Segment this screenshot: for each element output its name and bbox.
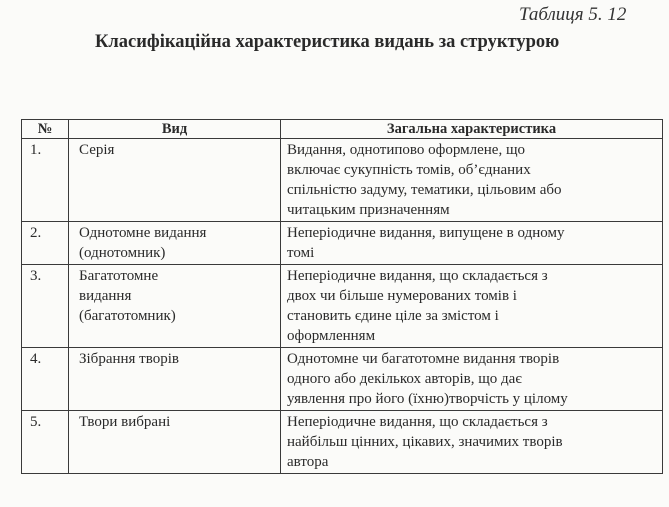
table-header-row: [22, 120, 663, 139]
row-number: 4.: [22, 348, 69, 411]
row-type: [69, 411, 281, 474]
row-description: [281, 222, 663, 265]
row-description-line: автора: [287, 454, 329, 470]
row-number: 5.: [22, 411, 69, 474]
row-type: [69, 265, 281, 348]
row-type: [69, 139, 281, 222]
row-type-line: Твори вибрані: [79, 414, 171, 430]
row-type: [69, 348, 281, 411]
row-type-line: видання: [79, 288, 132, 304]
table-row: [22, 348, 663, 411]
row-description-line: читацьким призначенням: [287, 202, 450, 218]
row-number: 2.: [22, 222, 69, 265]
row-number: 3.: [22, 265, 69, 348]
table-row: [22, 411, 663, 474]
row-description-line: Неперіодичне видання, що складається з: [287, 268, 548, 284]
header-type: Вид: [69, 120, 281, 139]
row-description-line: Неперіодичне видання, що складається з: [287, 414, 548, 430]
row-description-line: спільністю задуму, тематики, цільовим або: [287, 182, 562, 198]
row-description-line: найбільш цінних, цікавих, значимих творів: [287, 434, 563, 450]
row-type-line: (однотомник): [79, 245, 166, 261]
row-description-line: уявлення про його (їхню)творчість у цілому: [287, 391, 568, 407]
row-description-line: становить єдине ціле за змістом і: [287, 308, 499, 324]
row-type-line: Багатотомне: [79, 268, 159, 284]
row-number: 1.: [22, 139, 69, 222]
header-description: Загальна характеристика: [281, 120, 663, 139]
table-row: [22, 222, 663, 265]
row-description-line: Видання, однотипово оформлене, що: [287, 142, 526, 158]
row-description-line: Однотомне чи багатотомне видання творів: [287, 351, 560, 367]
classification-table: [21, 119, 663, 474]
row-type-line: Серія: [79, 142, 115, 158]
row-type-line: Однотомне видання: [79, 225, 207, 241]
row-description: [281, 411, 663, 474]
row-description-line: Неперіодичне видання, випущене в одному: [287, 225, 565, 241]
row-description-line: включає сукупність томів, об’єднаних: [287, 162, 531, 178]
row-type-line: (багатотомник): [79, 308, 176, 324]
row-description-line: двох чи більше нумерованих томів і: [287, 288, 517, 304]
row-type: [69, 222, 281, 265]
table-row: [22, 139, 663, 222]
row-description-line: оформленням: [287, 328, 376, 344]
row-description-line: томі: [287, 245, 315, 261]
row-description-line: одного або декількох авторів, що дає: [287, 371, 522, 387]
row-description: [281, 265, 663, 348]
table-row: [22, 265, 663, 348]
header-number: №: [22, 120, 69, 139]
table-title: Класифікаційна характеристика видань за структурою: [95, 32, 560, 52]
row-description: [281, 139, 663, 222]
row-description: [281, 348, 663, 411]
table-number-label: Таблиця 5. 12: [519, 4, 627, 25]
row-type-line: Зібрання творів: [79, 351, 179, 367]
